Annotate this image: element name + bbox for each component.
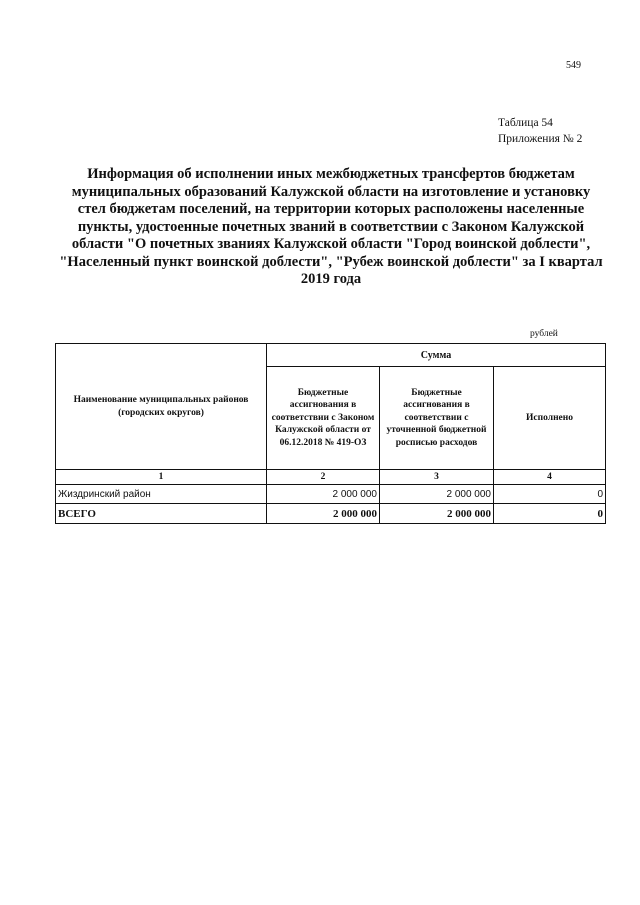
header-row-1 (56, 344, 606, 367)
header-sum: Сумма (267, 344, 606, 367)
units-label: рублей (530, 329, 558, 339)
transfers-table (55, 343, 606, 524)
row-refined-allocation: 2 000 000 (380, 485, 494, 504)
row-executed: 0 (494, 485, 606, 504)
table-row (56, 485, 606, 504)
total-label: ВСЕГО (56, 504, 267, 524)
page-number: 549 (566, 60, 581, 71)
row-name: Жиздринский район (56, 485, 267, 504)
column-number: 3 (380, 470, 494, 485)
table-reference-line-2: Приложения № 2 (498, 133, 583, 145)
header-name: Наименование муниципальных районов (городских округов) (56, 344, 267, 470)
column-number: 1 (56, 470, 267, 485)
header-law-allocations: Бюджетные ассигнования в соответствии с Законом Калужской области от 06.12.2018 № 419-ОЗ (267, 367, 380, 470)
column-numbers-row (56, 470, 606, 485)
total-refined-allocation: 2 000 000 (380, 504, 494, 524)
total-row (56, 504, 606, 524)
total-law-allocation: 2 000 000 (267, 504, 380, 524)
column-number: 4 (494, 470, 606, 485)
row-law-allocation: 2 000 000 (267, 485, 380, 504)
table-reference (498, 115, 582, 147)
table-reference-line-1: Таблица 54 (498, 117, 553, 129)
header-refined-allocations: Бюджетные ассигнования в соответствии с уточненной бюджетной росписью расходов (380, 367, 494, 470)
column-number: 2 (267, 470, 380, 485)
header-executed: Исполнено (494, 367, 606, 470)
document-title: Информация об исполнении иных межбюджетных трансфертов бюджетам муниципальных образований Калужской области на изготовление и установку стел бюджетам поселений, на территории которых расположены населенные пункты, удостоенные почетных званий в соответствии с Законом Калужской области "О почетных званиях Калужской области "Город воинской доблести", "Населенный пункт воинской доблести", "Рубеж воинской доблести" за I квартал 2019 года (59, 166, 603, 287)
total-executed: 0 (494, 504, 606, 524)
